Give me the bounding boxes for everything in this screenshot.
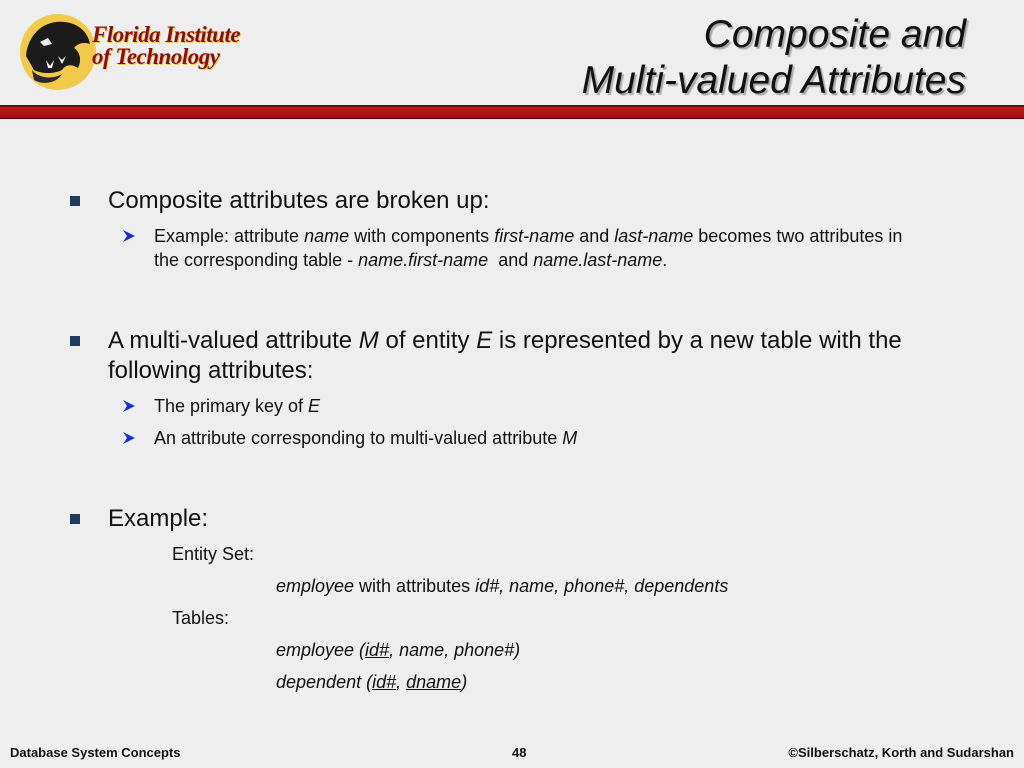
text: M	[358, 327, 379, 354]
text: .	[662, 250, 668, 270]
text: name.last-name	[533, 250, 663, 270]
text: An attribute corresponding to multi-valued attribute	[154, 428, 563, 448]
text: name.first-name	[358, 250, 489, 270]
text: )	[461, 672, 468, 692]
text: id#	[372, 672, 397, 692]
square-bullet-icon	[70, 196, 80, 206]
entity-set-label: Entity Set:	[172, 544, 255, 564]
text: A multi-valued attribute	[108, 327, 359, 354]
text: employee	[276, 576, 355, 596]
square-bullet-icon	[70, 514, 80, 524]
text: employee (	[276, 640, 366, 660]
text: of entity	[378, 327, 477, 354]
text: with components	[349, 226, 495, 246]
text: and	[574, 226, 615, 246]
text: E	[476, 327, 493, 354]
logo-line-2: of Technology	[92, 44, 220, 69]
bullet-example: Example:	[108, 505, 209, 532]
footer-right: ©Silberschatz, Korth and Sudarshan	[788, 745, 1014, 760]
text: , name, phone#)	[389, 640, 521, 660]
text: with attributes	[354, 576, 476, 596]
text: ,	[396, 672, 407, 692]
bullet-composite: Composite attributes are broken up:	[108, 187, 490, 214]
text: E	[308, 396, 321, 416]
text: last-name	[614, 226, 694, 246]
sub-bullet-example	[154, 224, 994, 272]
slide-title-line-1: Composite and	[703, 13, 966, 56]
text: becomes two attributes in	[693, 226, 903, 246]
text: Example: attribute	[154, 226, 305, 246]
sub-bullet-attribute	[154, 426, 577, 450]
square-bullet-icon	[70, 336, 80, 346]
table-dependent	[276, 670, 467, 694]
text: first-name	[494, 226, 575, 246]
text: name	[304, 226, 350, 246]
text: id#	[365, 640, 390, 660]
text: The primary key of	[154, 396, 309, 416]
table-employee	[276, 638, 520, 662]
tables-label: Tables:	[172, 608, 230, 628]
text: and	[488, 250, 534, 270]
footer-left: Database System Concepts	[10, 745, 181, 760]
text: is represented by a new table with the	[492, 327, 902, 354]
text: M	[562, 428, 578, 448]
text: dependent (	[276, 672, 373, 692]
text: the corresponding table -	[154, 250, 359, 270]
entity-set-definition	[276, 574, 728, 598]
text: id#, name, phone#, dependents	[475, 576, 729, 596]
bullet-multivalued	[108, 326, 988, 386]
text: dname	[406, 672, 462, 692]
arrow-bullet-icon	[122, 229, 136, 243]
logo-line-1: Florida Institute	[92, 22, 241, 47]
sub-bullet-primary-key	[154, 394, 320, 418]
arrow-bullet-icon	[122, 431, 136, 445]
page-number: 48	[512, 745, 527, 760]
text: following attributes:	[108, 357, 314, 384]
arrow-bullet-icon	[122, 399, 136, 413]
slide-title-line-2: Multi-valued Attributes	[581, 59, 966, 102]
